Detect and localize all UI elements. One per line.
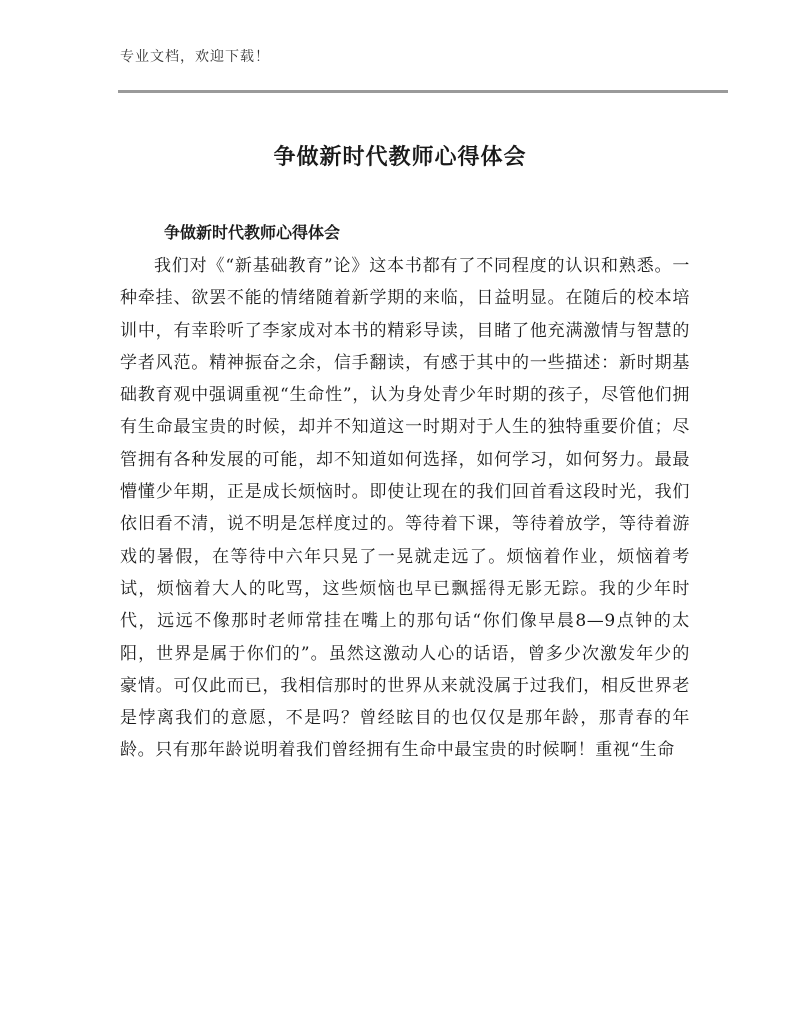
body-paragraph: 我们对《“新基础教育”论》这本书都有了不同程度的认识和熟悉。一种牵挂、欲罢不能的情绪随着新学期的来临，日益明显。在随后的校本培训中，有幸聆听了李家成对本书的精彩导读，目睹了他充满激情与智慧的学者风范。精神振奋之余，信手翻读，有感于其中的一些描述：新时期基础教育观中强调重视“生命性”，认为身处青少年时期的孩子，尽管他们拥有生命最宝贵的时候，却并不知道这一时期对于人生的独特重要价值；尽管拥有各种发展的可能，却不知道如何选择，如何学习，如何努力。最最懵懂少年期，正是成长烦恼时。即使让现在的我们回首看这段时光，我们依旧看不清，说不明是怎样度过的。等待着下课，等待着放学，等待着游戏的暑假，在等待中六年只晃了一晃就走远了。烦恼着作业，烦恼着考试，烦恼着大人的叱骂，这些烦恼也早已飘摇得无影无踪。我的少年时代，远远不像那时老师常挂在嘴上的那句话“你们像早晨8—9点钟的太阳，世界是属于你们的”。虽然这激动人心的话语，曾多少次激发年少的豪情。可仅此而已，我相信那时的世界从来就没属于过我们，相反世界老是悖离我们的意愿，不是吗？曾经眩目的也仅仅是那年龄，那青春的年龄。只有那年龄说明着我们曾经拥有生命中最宝贵的时候啊！重视“生命 [120,256,690,761]
document-subtitle: 争做新时代教师心得体会 [164,223,341,242]
header-note: 专业文档，欢迎下载！ [120,49,270,65]
document-title: 争做新时代教师心得体会 [273,145,527,170]
header-divider [118,90,728,93]
